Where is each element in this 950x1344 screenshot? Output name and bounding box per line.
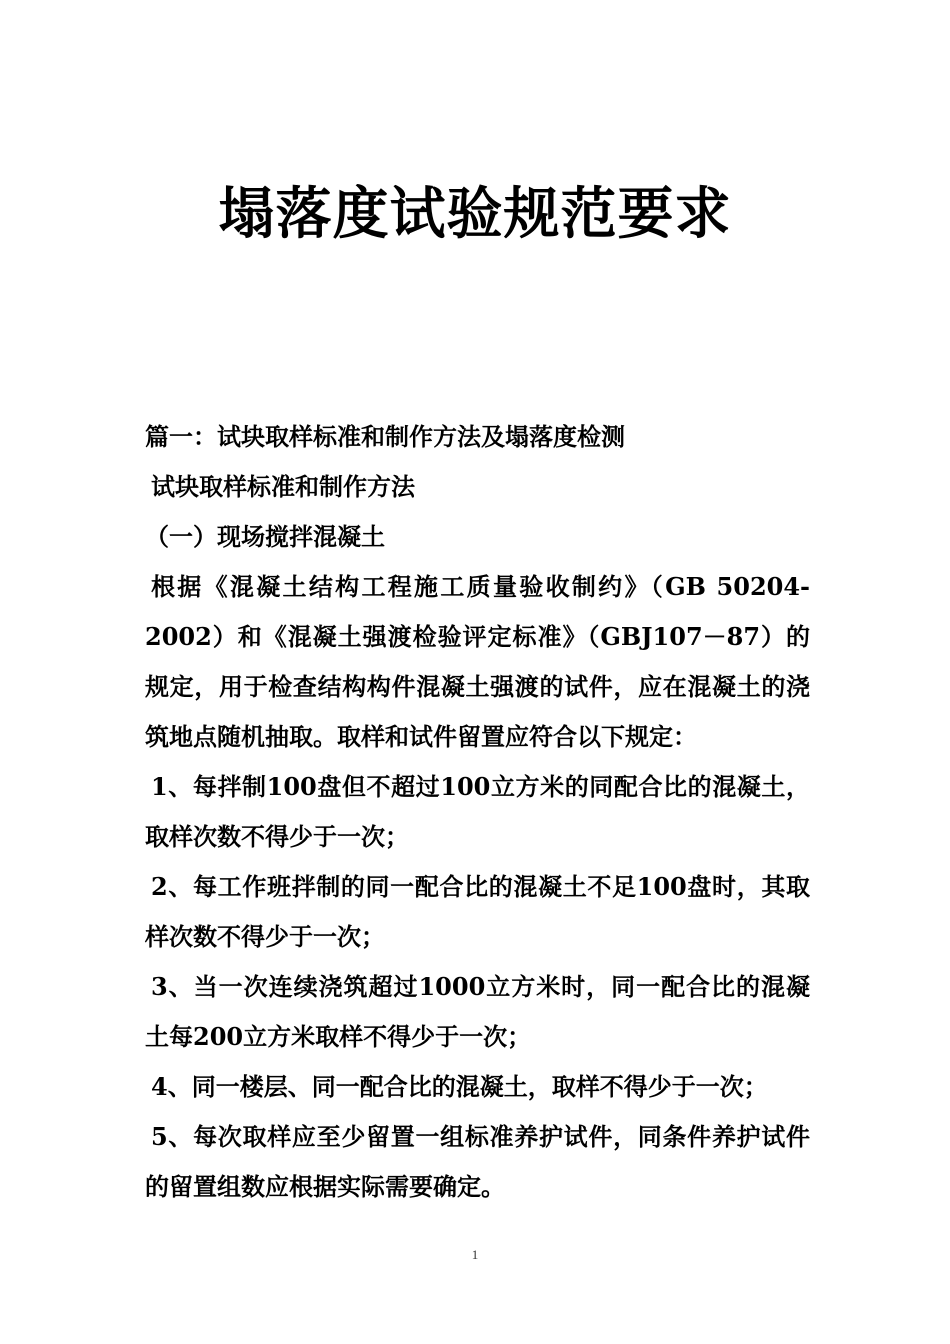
rule-item-4: 4、同一楼层、同一配合比的混凝土，取样不得少于一次； [151,1072,768,1101]
section-heading: 篇一：试块取样标准和制作方法及塌落度检测 [145,422,625,451]
document-title: 塌落度试验规范要求 [218,181,732,247]
subsection-item-heading: （一）现场搅拌混凝土 [145,522,385,551]
rule-item-2: 2、每工作班拌制的同一配合比的混凝土不足100盘时，其取样次数不得少于一次； [145,872,810,951]
page-number: 1 [471,1247,479,1262]
body-paragraph: 根据《混凝土结构工程施工质量验收制约》（GB 50204-2002）和《混凝土强渡检验评定标准》（GBJ107－87）的规定，用于检查结构构件混凝土强渡的试件，应在混凝土的浇筑地点随机抽取。取样和试件留置应符合以下规定： [145,572,810,751]
document-body [145,412,810,1212]
rule-item-1: 1、每拌制100盘但不超过100立方米的同配合比的混凝土，取样次数不得少于一次； [145,772,810,851]
subsection-heading: 试块取样标准和制作方法 [151,472,415,501]
rule-item-5: 5、每次取样应至少留置一组标准养护试件，同条件养护试件的留置组数应根据实际需要确定。 [145,1122,810,1201]
rule-item-3: 3、当一次连续浇筑超过1000立方米时，同一配合比的混凝土每200立方米取样不得少于一次； [145,972,810,1051]
